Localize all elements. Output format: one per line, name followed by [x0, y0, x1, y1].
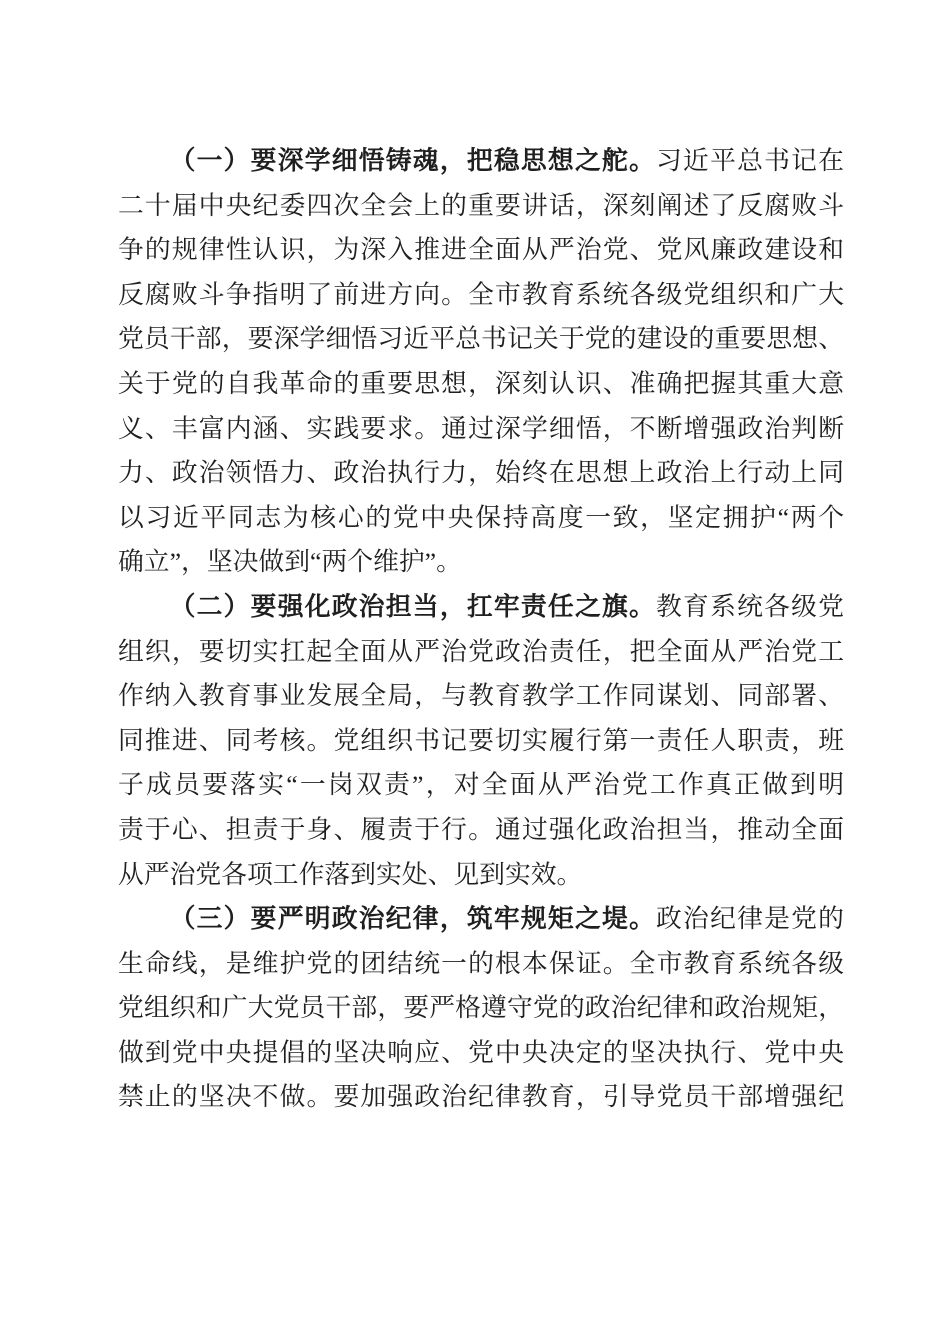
- text-line: [118, 407, 844, 452]
- text-line: [118, 808, 844, 853]
- paragraph-body-text: 反腐败斗争指明了前进方向。全市教育系统各级党组织和广大: [118, 279, 844, 309]
- text-line: [118, 228, 844, 273]
- paragraph-body-text: 党员干部，要深学细悟习近平总书记关于党的建设的重要思想、: [118, 324, 844, 354]
- paragraph-body-text: 党组织和广大党员干部，要严格遵守党的政治纪律和政治规矩，: [118, 993, 844, 1023]
- paragraph-body-text: 生命线，是维护党的团结统一的根本保证。全市教育系统各级: [118, 948, 844, 978]
- paragraph-body-text: 责于心、担责于身、履责于行。通过强化政治担当，推动全面: [118, 814, 844, 844]
- text-line: [118, 674, 844, 719]
- paragraph-body-text: 子成员要落实“一岗双责”，对全面从严治党工作真正做到明: [118, 770, 844, 800]
- paragraph-body-text: 确立”，坚决做到“两个维护”。: [118, 547, 462, 577]
- text-line: [118, 897, 844, 942]
- text-line: [118, 1031, 844, 1076]
- text-line: [118, 719, 844, 764]
- paragraph-body-text: 二十届中央纪委四次全会上的重要讲话，深刻阐述了反腐败斗: [118, 190, 844, 220]
- paragraph-body-text: 从严治党各项工作落到实处、见到实效。: [118, 859, 583, 889]
- paragraph: [118, 139, 844, 585]
- text-line: [118, 317, 844, 362]
- text-line: [118, 1075, 844, 1120]
- paragraph-lead-text: （二）要强化政治担当，扛牢责任之旗。: [169, 591, 657, 621]
- paragraph: [118, 585, 844, 897]
- paragraph-lead-text: （一）要深学细悟铸魂，把稳思想之舵。: [169, 146, 657, 175]
- paragraph-body-text: 习近平总书记在: [656, 146, 844, 175]
- paragraph-body-text: 争的规律性认识，为深入推进全面从严治党、党风廉政建设和: [118, 235, 844, 265]
- text-line: [118, 630, 844, 675]
- paragraph-body-text: 义、丰富内涵、实践要求。通过深学细悟，不断增强政治判断: [118, 413, 844, 443]
- paragraph-body-text: 做到党中央提倡的坚决响应、党中央决定的坚决执行、党中央: [118, 1037, 844, 1067]
- text-line: [118, 540, 844, 585]
- paragraph-body-text: 政治纪律是党的: [656, 904, 844, 934]
- paragraph-body-text: 禁止的坚决不做。要加强政治纪律教育，引导党员干部增强纪: [118, 1082, 844, 1112]
- text-line: [118, 184, 844, 229]
- text-line: [118, 986, 844, 1031]
- text-line: [118, 139, 844, 184]
- text-line: [118, 942, 844, 987]
- paragraph-body-text: 教育系统各级党: [656, 591, 844, 621]
- text-line: [118, 362, 844, 407]
- text-line: [118, 763, 844, 808]
- paragraph-body-text: 以习近平同志为核心的党中央保持高度一致，坚定拥护“两个: [118, 502, 844, 532]
- text-line: [118, 853, 844, 898]
- paragraph-body-text: 同推进、同考核。党组织书记要切实履行第一责任人职责，班: [118, 725, 844, 755]
- text-line: [118, 496, 844, 541]
- paragraph-body-text: 组织，要切实扛起全面从严治党政治责任，把全面从严治党工: [118, 636, 844, 666]
- paragraph-body-text: 力、政治领悟力、政治执行力，始终在思想上政治上行动上同: [118, 458, 844, 488]
- document-body: [118, 139, 844, 1120]
- paragraph: [118, 897, 844, 1120]
- text-line: [118, 273, 844, 318]
- text-line: [118, 585, 844, 630]
- paragraph-body-text: 作纳入教育事业发展全局，与教育教学工作同谋划、同部署、: [118, 681, 844, 711]
- paragraph-lead-text: （三）要严明政治纪律，筑牢规矩之堤。: [169, 904, 657, 934]
- text-line: [118, 451, 844, 496]
- paragraph-body-text: 关于党的自我革命的重要思想，深刻认识、准确把握其重大意: [118, 368, 844, 398]
